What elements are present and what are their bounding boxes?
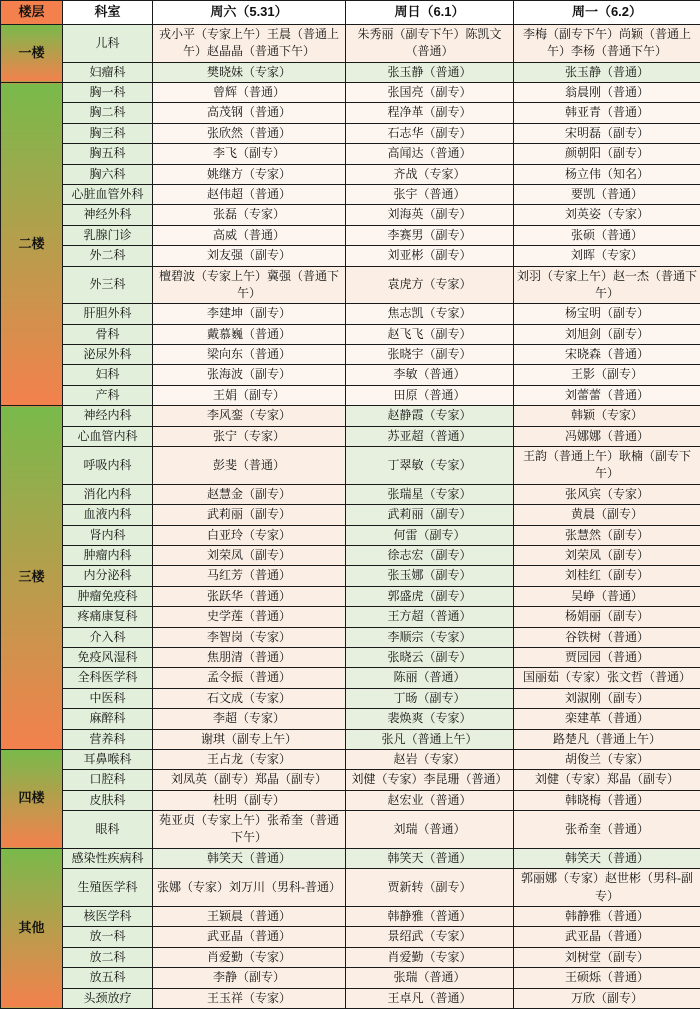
- department-cell: 全科医学科: [63, 668, 153, 688]
- schedule-cell-day2: 张瑞（普通）: [346, 968, 514, 988]
- schedule-row: [1, 83, 700, 103]
- schedule-row: [1, 566, 700, 586]
- schedule-cell-day2: 贾新转（副专）: [346, 869, 514, 907]
- schedule-cell-day3: 万欣（副专）: [514, 988, 700, 1008]
- schedule-row: [1, 947, 700, 967]
- schedule-cell-day2: 张凡（普通上午）: [346, 729, 514, 749]
- schedule-cell-day1: 赵慧金（副专）: [153, 484, 346, 504]
- schedule-row: [1, 164, 700, 184]
- schedule-row: [1, 103, 700, 123]
- schedule-row: [1, 546, 700, 566]
- schedule-cell-day3: 韩笑天（普通）: [514, 848, 700, 868]
- department-cell: 胸五科: [63, 144, 153, 164]
- floor-cell: 二楼: [1, 83, 63, 406]
- schedule-cell-day1: 刘凤英（副专）郑晶（副专）: [153, 770, 346, 790]
- schedule-cell-day3: 刘桂红（副专）: [514, 566, 700, 586]
- department-cell: 麻醉科: [63, 709, 153, 729]
- department-cell: 产科: [63, 385, 153, 405]
- header-cell-floor: 楼层: [1, 1, 63, 25]
- department-cell: 内分泌科: [63, 566, 153, 586]
- schedule-row: [1, 144, 700, 164]
- schedule-cell-day1: 高茂钢（普通）: [153, 103, 346, 123]
- department-cell: 中医科: [63, 688, 153, 708]
- department-cell: 消化内科: [63, 484, 153, 504]
- schedule-cell-day1: 戎小平（专家上午）王晨（普通上午）赵晶晶（普通下午）: [153, 24, 346, 62]
- schedule-cell-day2: 何雷（副专）: [346, 525, 514, 545]
- schedule-cell-day1: 李静（副专）: [153, 968, 346, 988]
- schedule-cell-day1: 史学莲（普通）: [153, 607, 346, 627]
- department-cell: 核医学科: [63, 907, 153, 927]
- schedule-row: [1, 406, 700, 426]
- schedule-cell-day3: 张硕（普通）: [514, 225, 700, 245]
- schedule-cell-day1: 李飞（副专）: [153, 144, 346, 164]
- schedule-cell-day3: 张希奎（普通）: [514, 811, 700, 849]
- schedule-cell-day3: 刘旭剑（副专）: [514, 324, 700, 344]
- department-cell: 放一科: [63, 927, 153, 947]
- schedule-row: [1, 988, 700, 1008]
- department-cell: 生殖医学科: [63, 869, 153, 907]
- schedule-row: [1, 304, 700, 324]
- schedule-cell-day3: 王硕烁（普通）: [514, 968, 700, 988]
- header-cell: 周日（6.1）: [346, 1, 514, 25]
- department-cell: 胸一科: [63, 83, 153, 103]
- schedule-cell-day2: 刘亚彬（副专）: [346, 246, 514, 266]
- schedule-row: [1, 668, 700, 688]
- schedule-cell-day2: 刘瑞（普通）: [346, 811, 514, 849]
- schedule-row: [1, 709, 700, 729]
- schedule-row: [1, 345, 700, 365]
- schedule-cell-day3: 武亚晶（普通）: [514, 927, 700, 947]
- schedule-cell-day3: 贾园园（普通）: [514, 647, 700, 667]
- schedule-cell-day3: 刘晖（专家）: [514, 246, 700, 266]
- department-cell: 神经内科: [63, 406, 153, 426]
- schedule-row: [1, 848, 700, 868]
- schedule-cell-day2: 王卓凡（普通）: [346, 988, 514, 1008]
- department-cell: 眼科: [63, 811, 153, 849]
- department-cell: 外三科: [63, 266, 153, 304]
- schedule-cell-day3: 王韵（普通上午）耿楠（副专下午）: [514, 447, 700, 485]
- schedule-cell-day3: 韩颖（专家）: [514, 406, 700, 426]
- schedule-cell-day1: 张海波（副专）: [153, 365, 346, 385]
- department-cell: 皮肤科: [63, 790, 153, 810]
- header-cell: 科室: [63, 1, 153, 25]
- schedule-cell-day1: 石文成（专家）: [153, 688, 346, 708]
- department-cell: 神经外科: [63, 205, 153, 225]
- schedule-row: [1, 225, 700, 245]
- schedule-cell-day2: 田原（普通）: [346, 385, 514, 405]
- schedule-cell-day2: 齐战（专家）: [346, 164, 514, 184]
- schedule-cell-day1: 戴慕巍（普通）: [153, 324, 346, 344]
- department-cell: 心血管内科: [63, 426, 153, 446]
- schedule-cell-day1: 刘荣凤（副专）: [153, 546, 346, 566]
- schedule-row: [1, 729, 700, 749]
- schedule-row: [1, 869, 700, 907]
- department-cell: 免疫风湿科: [63, 647, 153, 667]
- schedule-row: [1, 647, 700, 667]
- schedule-cell-day3: 刘荣凤（副专）: [514, 546, 700, 566]
- schedule-cell-day1: 王娟（副专）: [153, 385, 346, 405]
- schedule-row: [1, 24, 700, 62]
- schedule-row: [1, 968, 700, 988]
- department-cell: 耳鼻喉科: [63, 749, 153, 769]
- header-cell: 周一（6.2）: [514, 1, 700, 25]
- schedule-cell-day3: 吴峥（普通）: [514, 586, 700, 606]
- schedule-cell-day1: 白亚玲（专家）: [153, 525, 346, 545]
- schedule-cell-day2: 李顺宗（专家）: [346, 627, 514, 647]
- department-cell: 儿科: [63, 24, 153, 62]
- schedule-cell-day3: 王影（副专）: [514, 365, 700, 385]
- schedule-cell-day2: 苏亚超（普通）: [346, 426, 514, 446]
- schedule-cell-day1: 张娜（专家）刘万川（男科-普通）: [153, 869, 346, 907]
- schedule-row: [1, 426, 700, 446]
- floor-cell: 四楼: [1, 749, 63, 848]
- schedule-row: [1, 927, 700, 947]
- department-cell: 胸三科: [63, 123, 153, 143]
- schedule-cell-day1: 张跃华（普通）: [153, 586, 346, 606]
- schedule-cell-day1: 武亚晶（普通）: [153, 927, 346, 947]
- schedule-cell-day3: 刘羽（专家上午）赵一杰（普通下午）: [514, 266, 700, 304]
- schedule-cell-day2: 肖爱勤（专家）: [346, 947, 514, 967]
- schedule-cell-day1: 王占龙（专家）: [153, 749, 346, 769]
- schedule-row: [1, 790, 700, 810]
- schedule-cell-day3: 杨娟丽（副专）: [514, 607, 700, 627]
- schedule-cell-day2: 丁旸（副专）: [346, 688, 514, 708]
- schedule-cell-day1: 韩笑天（普通）: [153, 848, 346, 868]
- schedule-cell-day2: 张玉静（普通）: [346, 62, 514, 82]
- schedule-cell-day3: 胡俊兰（专家）: [514, 749, 700, 769]
- schedule-row: [1, 811, 700, 849]
- schedule-cell-day3: 刘蕾蕾（普通）: [514, 385, 700, 405]
- schedule-cell-day1: 孟令振（普通）: [153, 668, 346, 688]
- department-cell: 泌尿外科: [63, 345, 153, 365]
- schedule-cell-day2: 石志华（副专）: [346, 123, 514, 143]
- schedule-cell-day3: 要凯（普通）: [514, 184, 700, 204]
- department-cell: 介入科: [63, 627, 153, 647]
- schedule-cell-day1: 高威（普通）: [153, 225, 346, 245]
- department-cell: 妇瘤科: [63, 62, 153, 82]
- schedule-cell-day2: 程净革（副专）: [346, 103, 514, 123]
- schedule-cell-day3: 张风宾（专家）: [514, 484, 700, 504]
- schedule-cell-day2: 郭盛虎（副专）: [346, 586, 514, 606]
- schedule-cell-day1: 马红芳（普通）: [153, 566, 346, 586]
- schedule-cell-day3: 黄晨（副专）: [514, 505, 700, 525]
- floor-cell: 其他: [1, 848, 63, 1008]
- schedule-cell-day3: 宋明磊（副专）: [514, 123, 700, 143]
- schedule-row: [1, 907, 700, 927]
- schedule-cell-day3: 颜朝阳（副专）: [514, 144, 700, 164]
- schedule-row: [1, 505, 700, 525]
- schedule-cell-day1: 谢琪（副专上午）: [153, 729, 346, 749]
- schedule-cell-day2: 武莉丽（副专）: [346, 505, 514, 525]
- schedule-cell-day3: 刘树堂（副专）: [514, 947, 700, 967]
- schedule-cell-day3: 冯娜娜（普通）: [514, 426, 700, 446]
- schedule-row: [1, 365, 700, 385]
- schedule-row: [1, 484, 700, 504]
- schedule-cell-day1: 梁向东（普通）: [153, 345, 346, 365]
- department-cell: 肝胆外科: [63, 304, 153, 324]
- schedule-cell-day3: 韩亚青（普通）: [514, 103, 700, 123]
- schedule-cell-day1: 王玉祥（专家）: [153, 988, 346, 1008]
- schedule-cell-day1: 李建坤（副专）: [153, 304, 346, 324]
- schedule-cell-day1: 张磊（专家）: [153, 205, 346, 225]
- department-cell: 口腔科: [63, 770, 153, 790]
- schedule-row: [1, 749, 700, 769]
- schedule-cell-day1: 焦朋清（普通）: [153, 647, 346, 667]
- schedule-cell-day3: 刘健（专家）郑晶（副专）: [514, 770, 700, 790]
- department-cell: 肿瘤内科: [63, 546, 153, 566]
- department-cell: 疼痛康复科: [63, 607, 153, 627]
- schedule-cell-day2: 高闻达（普通）: [346, 144, 514, 164]
- department-cell: 呼吸内科: [63, 447, 153, 485]
- schedule-cell-day2: 张国亮（副专）: [346, 83, 514, 103]
- schedule-cell-day2: 朱秀丽（副专下午）陈凯文（普通）: [346, 24, 514, 62]
- schedule-cell-day2: 韩笑天（普通）: [346, 848, 514, 868]
- schedule-cell-day1: 檀碧波（专家上午）冀强（普通下午）: [153, 266, 346, 304]
- schedule-cell-day3: 郭丽娜（专家）赵世彬（男科-副专）: [514, 869, 700, 907]
- schedule-cell-day3: 韩晓梅（普通）: [514, 790, 700, 810]
- department-cell: 肾内科: [63, 525, 153, 545]
- schedule-cell-day1: 杜明（副专）: [153, 790, 346, 810]
- schedule-cell-day2: 赵飞飞（副专）: [346, 324, 514, 344]
- schedule-row: [1, 627, 700, 647]
- department-cell: 营养科: [63, 729, 153, 749]
- schedule-cell-day3: 刘英姿（专家）: [514, 205, 700, 225]
- schedule-cell-day2: 袁虎方（专家）: [346, 266, 514, 304]
- schedule-cell-day3: 杨立伟（知名）: [514, 164, 700, 184]
- schedule-cell-day1: 赵伟超（普通）: [153, 184, 346, 204]
- schedule-cell-day2: 景绍武（专家）: [346, 927, 514, 947]
- schedule-cell-day1: 王颖晨（普通）: [153, 907, 346, 927]
- schedule-cell-day1: 李智岗（专家）: [153, 627, 346, 647]
- schedule-cell-day1: 武莉丽（副专）: [153, 505, 346, 525]
- schedule-cell-day3: 翁晨刚（普通）: [514, 83, 700, 103]
- schedule-cell-day3: 路楚凡（普通上午）: [514, 729, 700, 749]
- department-cell: 胸六科: [63, 164, 153, 184]
- schedule-cell-day2: 张晓宇（副专）: [346, 345, 514, 365]
- schedule-cell-day1: 李风銮（专家）: [153, 406, 346, 426]
- floor-cell: 一楼: [1, 24, 63, 82]
- schedule-cell-day2: 赵宏业（普通）: [346, 790, 514, 810]
- department-cell: 心脏血管外科: [63, 184, 153, 204]
- schedule-cell-day2: 张宇（普通）: [346, 184, 514, 204]
- schedule-cell-day2: 韩静雅（普通）: [346, 907, 514, 927]
- schedule-cell-day1: 曾辉（普通）: [153, 83, 346, 103]
- schedule-cell-day2: 王方超（普通）: [346, 607, 514, 627]
- department-cell: 放五科: [63, 968, 153, 988]
- schedule-row: [1, 184, 700, 204]
- schedule-cell-day1: 李超（专家）: [153, 709, 346, 729]
- schedule-row: [1, 586, 700, 606]
- schedule-cell-day3: 国丽茹（专家）张文哲（普通）: [514, 668, 700, 688]
- schedule-cell-day1: 姚继方（专家）: [153, 164, 346, 184]
- schedule-cell-day2: 张玉娜（副专）: [346, 566, 514, 586]
- schedule-row: [1, 246, 700, 266]
- schedule-cell-day3: 韩静雅（普通）: [514, 907, 700, 927]
- schedule-row: [1, 385, 700, 405]
- schedule-cell-day1: 肖爱勤（专家）: [153, 947, 346, 967]
- schedule-cell-day1: 刘友强（副专）: [153, 246, 346, 266]
- schedule-row: [1, 123, 700, 143]
- header-cell: 周六（5.31）: [153, 1, 346, 25]
- schedule-row: [1, 607, 700, 627]
- department-cell: 放二科: [63, 947, 153, 967]
- schedule-cell-day2: 陈丽（普通）: [346, 668, 514, 688]
- schedule-cell-day3: 李梅（副专下午）尚颖（普通上午）李杨（普通下午）: [514, 24, 700, 62]
- schedule-cell-day2: 张晓云（副专）: [346, 647, 514, 667]
- schedule-cell-day3: 张玉静（普通）: [514, 62, 700, 82]
- schedule-cell-day1: 樊晓妹（专家）: [153, 62, 346, 82]
- department-cell: 血液内科: [63, 505, 153, 525]
- department-cell: 乳腺门诊: [63, 225, 153, 245]
- schedule-cell-day2: 张瑞星（专家）: [346, 484, 514, 504]
- schedule-cell-day2: 刘海英（副专）: [346, 205, 514, 225]
- schedule-cell-day1: 张宁（专家）: [153, 426, 346, 446]
- schedule-row: [1, 770, 700, 790]
- schedule-cell-day1: 张欣然（普通）: [153, 123, 346, 143]
- schedule-cell-day2: 焦志凯（专家）: [346, 304, 514, 324]
- schedule-cell-day2: 李敏（普通）: [346, 365, 514, 385]
- schedule-cell-day3: 张慧然（副专）: [514, 525, 700, 545]
- schedule-cell-day2: 赵静霞（专家）: [346, 406, 514, 426]
- schedule-cell-day3: 栾建革（普通）: [514, 709, 700, 729]
- schedule-row: [1, 205, 700, 225]
- schedule-cell-day1: 苑亚贞（专家上午）张希奎（普通下午）: [153, 811, 346, 849]
- department-cell: 骨科: [63, 324, 153, 344]
- floor-cell: 三楼: [1, 406, 63, 750]
- header-row: [1, 1, 700, 25]
- schedule-cell-day2: 刘健（专家）李昆珊（普通）: [346, 770, 514, 790]
- schedule-cell-day3: 杨宝明（副专）: [514, 304, 700, 324]
- schedule-cell-day3: 刘淑刚（副专）: [514, 688, 700, 708]
- schedule-row: [1, 525, 700, 545]
- schedule-cell-day2: 裴焕爽（专家）: [346, 709, 514, 729]
- department-cell: 感染性疾病科: [63, 848, 153, 868]
- schedule-row: [1, 447, 700, 485]
- schedule-row: [1, 324, 700, 344]
- schedule-cell-day3: 谷铁树（普通）: [514, 627, 700, 647]
- department-cell: 妇科: [63, 365, 153, 385]
- schedule-cell-day2: 丁翠敏（专家）: [346, 447, 514, 485]
- schedule-cell-day3: 宋晓森（普通）: [514, 345, 700, 365]
- department-cell: 外二科: [63, 246, 153, 266]
- schedule-cell-day1: 彭斐（普通）: [153, 447, 346, 485]
- schedule-row: [1, 62, 700, 82]
- schedule-body: [1, 24, 700, 1008]
- department-cell: 头颈放疗: [63, 988, 153, 1008]
- department-cell: 肿瘤免疫科: [63, 586, 153, 606]
- schedule-row: [1, 266, 700, 304]
- department-cell: 胸二科: [63, 103, 153, 123]
- schedule-cell-day2: 李赛男（副专）: [346, 225, 514, 245]
- schedule-cell-day2: 徐志宏（副专）: [346, 546, 514, 566]
- schedule-cell-day2: 赵岩（专家）: [346, 749, 514, 769]
- schedule-row: [1, 688, 700, 708]
